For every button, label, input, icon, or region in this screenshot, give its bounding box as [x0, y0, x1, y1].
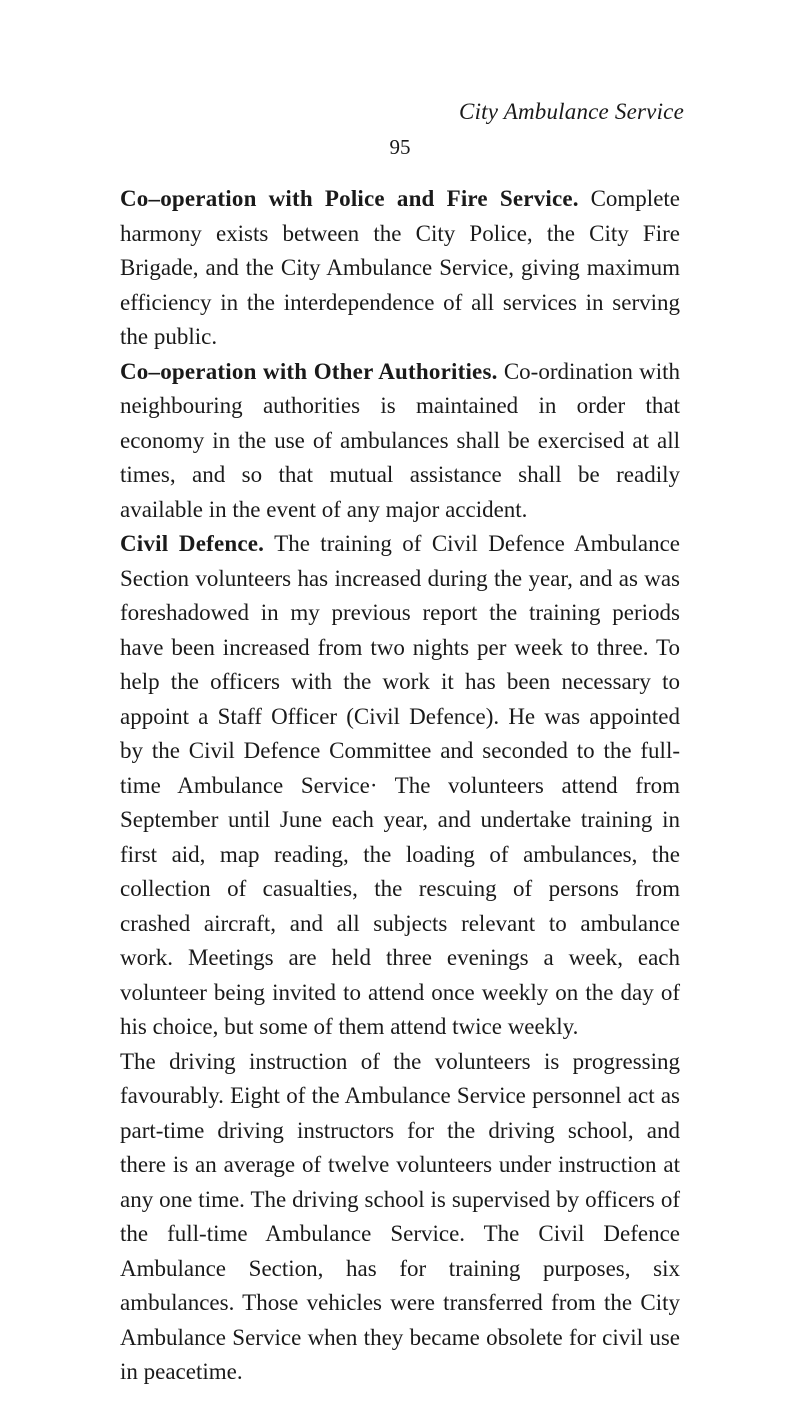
section-text: Co-ordination with neighbouring authorities is maintained in order that economy in the use of ambulances shall be exercised at all times, and so that mutual assistance shall be readily available in the event of any major accident. [120, 358, 681, 522]
section-heading: Co–operation with Other Authorities. [120, 358, 498, 384]
section-other-authorities [120, 355, 680, 528]
page-body [120, 182, 680, 1390]
paragraph-driving-instruction: The driving instruction of the volunteers is progressing favourably. Eight of the Ambulance Service personnel act as part-time driving instructors for the driving school, and there is an average of twelve volunteers under instruction at any one time. The driving school is supervised by officers of the full-time Ambulance Service. The Civil Defence Ambulance Section, has for training purposes, six ambulances. Those vehicles were transferred from the City Ambulance Service when they became obsolete for civil use in peacetime. [120, 1048, 680, 1384]
section-civil-defence [120, 527, 680, 1045]
section-text: The training of Civil Defence Ambulance Section volunteers has increased during the year, and as was foreshadowed in my previous report the training periods have been increased from two nights per week to three. To help the officers with the work it has been necessary to appoint a Staff Officer (Civil Defence). He was appointed by the Civil Defence Committee and seconded to the full-time Ambulance Service· The volunteers attend from September until June each year, and undertake training in first aid, map reading, the loading of ambulances, the collection of casualties, the rescuing of persons from crashed aircraft, and all subjects relevant to ambulance work. Meetings are held three evenings a week, each volunteer being invited to attend once weekly on the day of his choice, but some of them attend twice weekly. [120, 531, 680, 1039]
page-number: 95 [389, 135, 411, 159]
running-head: City Ambulance Service [459, 99, 684, 124]
section-text: Complete harmony exists between the City Police, the City Fire Brigade, and the City Ambulance Service, giving maximum efficiency in the interdependence of all services in serving the public. [120, 186, 681, 349]
section-police-fire [120, 182, 680, 355]
section-heading: Co–operation with Police and Fire Service. [120, 186, 579, 211]
section-heading: Civil Defence. [120, 531, 265, 556]
